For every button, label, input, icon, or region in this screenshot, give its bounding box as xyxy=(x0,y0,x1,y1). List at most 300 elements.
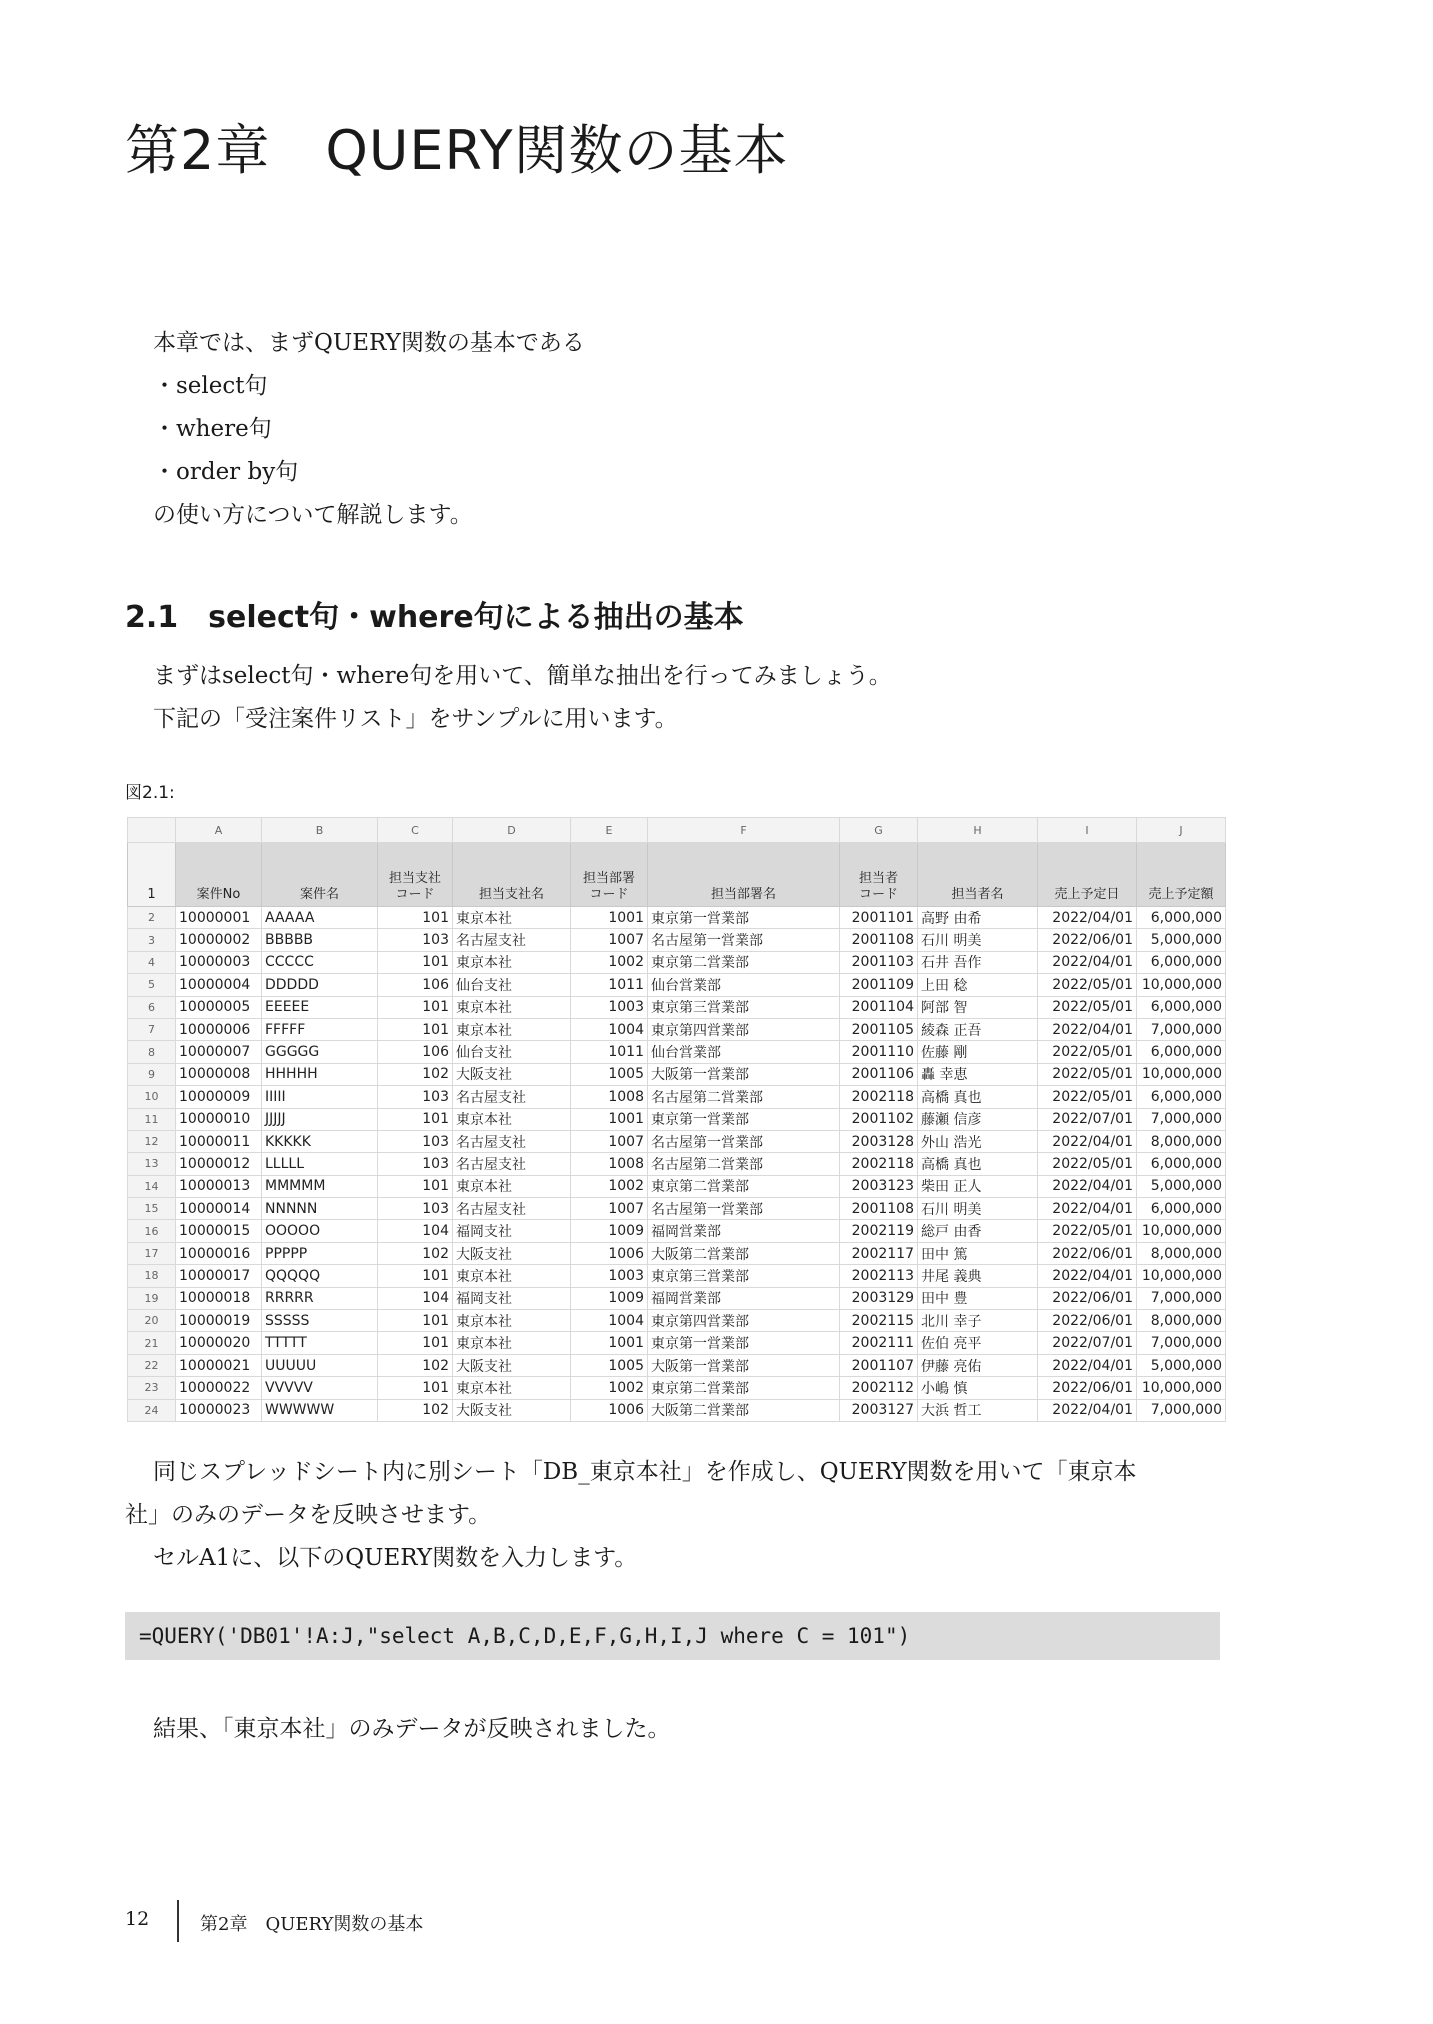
header-cell xyxy=(378,843,453,907)
table-cell: 福岡営業部 xyxy=(648,1220,840,1242)
table-cell: 大阪支社 xyxy=(453,1242,571,1264)
table-cell: PPPPP xyxy=(262,1242,378,1264)
table-cell: 1006 xyxy=(571,1399,648,1421)
table-cell: 2022/04/01 xyxy=(1038,1265,1137,1287)
header-cell xyxy=(840,843,918,907)
table-cell: 外山 浩光 xyxy=(918,1130,1038,1152)
table-cell: 2022/07/01 xyxy=(1038,1108,1137,1130)
intro-bullet-select: ・select句 xyxy=(153,373,268,399)
table-cell: 7,000,000 xyxy=(1137,1399,1226,1421)
table-cell: 名古屋第一営業部 xyxy=(648,1130,840,1152)
table-row xyxy=(128,1018,1226,1040)
header-text: 売上予定日 xyxy=(1054,887,1120,902)
section-title: 2.1 select句・where句による抽出の基本 xyxy=(125,600,744,635)
column-letter: B xyxy=(262,818,378,843)
table-cell: 福岡支社 xyxy=(453,1287,571,1309)
row-number: 11 xyxy=(128,1108,176,1130)
column-letter: F xyxy=(648,818,840,843)
column-letter: H xyxy=(918,818,1038,843)
table-cell: 阿部 智 xyxy=(918,996,1038,1018)
table-cell: 2002119 xyxy=(840,1220,918,1242)
table-cell: 10000021 xyxy=(176,1354,262,1376)
table-cell: 上田 稔 xyxy=(918,974,1038,996)
table-cell: 1006 xyxy=(571,1242,648,1264)
table-cell: 仙台営業部 xyxy=(648,974,840,996)
table-cell: EEEEE xyxy=(262,996,378,1018)
table-cell: 10000002 xyxy=(176,929,262,951)
table-cell: 田中 豊 xyxy=(918,1287,1038,1309)
after-paragraph xyxy=(125,1451,1137,1580)
table-cell: 2022/04/01 xyxy=(1038,1130,1137,1152)
table-cell: 東京第二営業部 xyxy=(648,1175,840,1197)
table-cell: 2002117 xyxy=(840,1242,918,1264)
table-cell: 1008 xyxy=(571,1153,648,1175)
table-cell: 綾森 正吾 xyxy=(918,1018,1038,1040)
table-cell: 2022/06/01 xyxy=(1038,929,1137,951)
row-number: 17 xyxy=(128,1242,176,1264)
header-text: 担当者 xyxy=(858,871,898,886)
table-cell: 101 xyxy=(378,1332,453,1354)
table-cell: WWWWW xyxy=(262,1399,378,1421)
row-number: 10 xyxy=(128,1086,176,1108)
header-cell xyxy=(1038,843,1137,907)
table-cell: 6,000,000 xyxy=(1137,1086,1226,1108)
table-cell: 1004 xyxy=(571,1310,648,1332)
table-cell: 8,000,000 xyxy=(1137,1130,1226,1152)
spreadsheet-figure xyxy=(127,817,1225,1420)
table-cell: 104 xyxy=(378,1287,453,1309)
table-cell: 名古屋支社 xyxy=(453,929,571,951)
table-cell: 2022/04/01 xyxy=(1038,1018,1137,1040)
column-letter: C xyxy=(378,818,453,843)
table-cell: QQQQQ xyxy=(262,1265,378,1287)
after-line: セルA1に、以下のQUERY関数を入力します。 xyxy=(153,1545,638,1571)
table-cell: 2002118 xyxy=(840,1153,918,1175)
header-text: 売上予定額 xyxy=(1148,887,1214,902)
figure-caption: 図2.1: xyxy=(125,783,175,803)
table-cell: 101 xyxy=(378,1310,453,1332)
column-letter: D xyxy=(453,818,571,843)
table-cell: 2022/04/01 xyxy=(1038,951,1137,973)
table-cell: 名古屋支社 xyxy=(453,1198,571,1220)
table-cell: 10000012 xyxy=(176,1153,262,1175)
table-cell: 10000020 xyxy=(176,1332,262,1354)
table-cell: CCCCC xyxy=(262,951,378,973)
intro-bullet-orderby: ・order by句 xyxy=(153,459,299,485)
row-number: 20 xyxy=(128,1310,176,1332)
header-row xyxy=(128,843,1226,907)
row-number: 13 xyxy=(128,1153,176,1175)
table-cell: 101 xyxy=(378,1018,453,1040)
table-cell: 東京本社 xyxy=(453,1265,571,1287)
table-cell: 2003123 xyxy=(840,1175,918,1197)
row-number: 19 xyxy=(128,1287,176,1309)
table-cell: 名古屋支社 xyxy=(453,1153,571,1175)
table-row xyxy=(128,1310,1226,1332)
table-cell: 10,000,000 xyxy=(1137,1063,1226,1085)
row-number: 23 xyxy=(128,1377,176,1399)
row-number: 14 xyxy=(128,1175,176,1197)
table-cell: 東京第四営業部 xyxy=(648,1310,840,1332)
table-cell: 1007 xyxy=(571,929,648,951)
table-cell: 6,000,000 xyxy=(1137,996,1226,1018)
table-cell: 名古屋支社 xyxy=(453,1086,571,1108)
header-text: 担当支社 xyxy=(388,871,441,886)
table-cell: 2003128 xyxy=(840,1130,918,1152)
row-number: 9 xyxy=(128,1063,176,1085)
header-text: 担当支社名 xyxy=(478,887,544,902)
header-text: コード xyxy=(395,887,435,902)
table-cell: 1011 xyxy=(571,1041,648,1063)
table-cell: 名古屋支社 xyxy=(453,1130,571,1152)
table-cell: 101 xyxy=(378,1175,453,1197)
intro-bullet-where: ・where句 xyxy=(153,416,272,442)
section-line: 下記の「受注案件リスト」をサンプルに用います。 xyxy=(153,706,678,732)
table-cell: 1008 xyxy=(571,1086,648,1108)
table-cell: 2022/06/01 xyxy=(1038,1310,1137,1332)
table-cell: 2002118 xyxy=(840,1086,918,1108)
row-number: 3 xyxy=(128,929,176,951)
table-cell: 10000018 xyxy=(176,1287,262,1309)
table-row xyxy=(128,1108,1226,1130)
table-cell: 101 xyxy=(378,1108,453,1130)
table-cell: 1002 xyxy=(571,951,648,973)
table-cell: 名古屋第一営業部 xyxy=(648,929,840,951)
table-cell: 藤瀬 信彦 xyxy=(918,1108,1038,1130)
table-cell: 大阪第二営業部 xyxy=(648,1399,840,1421)
table-row xyxy=(128,907,1226,929)
table-cell: 福岡支社 xyxy=(453,1220,571,1242)
table-cell: 103 xyxy=(378,1198,453,1220)
table-cell: 8,000,000 xyxy=(1137,1310,1226,1332)
intro-line: の使い方について解説します。 xyxy=(153,502,473,528)
table-cell: 1003 xyxy=(571,996,648,1018)
table-cell: 名古屋第一営業部 xyxy=(648,1198,840,1220)
table-cell: 1007 xyxy=(571,1198,648,1220)
table-cell: 2001107 xyxy=(840,1354,918,1376)
table-cell: 1001 xyxy=(571,1332,648,1354)
table-row xyxy=(128,1153,1226,1175)
after-line: 同じスプレッドシート内に別シート「DB_東京本社」を作成し、QUERY関数を用いて「東京本 xyxy=(153,1459,1137,1485)
table-cell: HHHHH xyxy=(262,1063,378,1085)
table-cell: 102 xyxy=(378,1242,453,1264)
table-cell: FFFFF xyxy=(262,1018,378,1040)
table-cell: 福岡営業部 xyxy=(648,1287,840,1309)
table-row xyxy=(128,1399,1226,1421)
table-row xyxy=(128,974,1226,996)
table-cell: 104 xyxy=(378,1220,453,1242)
table-row xyxy=(128,1265,1226,1287)
table-cell: 小嶋 慎 xyxy=(918,1377,1038,1399)
table-cell: 大阪支社 xyxy=(453,1063,571,1085)
table-cell: 東京本社 xyxy=(453,1377,571,1399)
table-cell: 東京第三営業部 xyxy=(648,1265,840,1287)
column-letter: G xyxy=(840,818,918,843)
table-cell: 2022/05/01 xyxy=(1038,1086,1137,1108)
table-cell: 2001104 xyxy=(840,996,918,1018)
table-cell: 2022/04/01 xyxy=(1038,1198,1137,1220)
footer-divider xyxy=(177,1900,179,1942)
table-cell: 東京第一営業部 xyxy=(648,907,840,929)
chapter-title: 第2章 QUERY関数の基本 xyxy=(125,119,789,182)
table-cell: 2001101 xyxy=(840,907,918,929)
table-cell: 10000011 xyxy=(176,1130,262,1152)
column-letter: A xyxy=(176,818,262,843)
table-cell: 102 xyxy=(378,1354,453,1376)
table-row xyxy=(128,1287,1226,1309)
table-cell: 2001103 xyxy=(840,951,918,973)
table-cell: UUUUU xyxy=(262,1354,378,1376)
table-cell: SSSSS xyxy=(262,1310,378,1332)
table-cell: 10000016 xyxy=(176,1242,262,1264)
row-number: 18 xyxy=(128,1265,176,1287)
table-cell: 1005 xyxy=(571,1063,648,1085)
table-cell: 東京本社 xyxy=(453,951,571,973)
table-cell: 大阪支社 xyxy=(453,1354,571,1376)
table-cell: 103 xyxy=(378,1130,453,1152)
table-cell: 7,000,000 xyxy=(1137,1018,1226,1040)
spreadsheet-body xyxy=(128,818,1226,1422)
table-cell: 仙台営業部 xyxy=(648,1041,840,1063)
spreadsheet-table xyxy=(127,817,1226,1422)
table-cell: 佐伯 亮平 xyxy=(918,1332,1038,1354)
table-cell: 大阪第一営業部 xyxy=(648,1063,840,1085)
table-cell: 2022/04/01 xyxy=(1038,907,1137,929)
header-text: 案件名 xyxy=(299,887,339,902)
table-row xyxy=(128,1377,1226,1399)
table-cell: 10,000,000 xyxy=(1137,1220,1226,1242)
result-line: 結果、「東京本社」のみデータが反映されました。 xyxy=(153,1716,671,1742)
table-cell: 2022/06/01 xyxy=(1038,1377,1137,1399)
table-cell: LLLLL xyxy=(262,1153,378,1175)
table-cell: 2002112 xyxy=(840,1377,918,1399)
table-cell: 2001105 xyxy=(840,1018,918,1040)
row-number: 21 xyxy=(128,1332,176,1354)
table-cell: 仙台支社 xyxy=(453,1041,571,1063)
header-cell xyxy=(1137,843,1226,907)
table-cell: 東京第一営業部 xyxy=(648,1332,840,1354)
table-cell: 1003 xyxy=(571,1265,648,1287)
table-cell: 10000022 xyxy=(176,1377,262,1399)
row-number: 22 xyxy=(128,1354,176,1376)
table-cell: 101 xyxy=(378,907,453,929)
header-text: 担当者名 xyxy=(951,887,1004,902)
table-cell: 東京本社 xyxy=(453,996,571,1018)
table-cell: 7,000,000 xyxy=(1137,1332,1226,1354)
header-cell xyxy=(262,843,378,907)
table-cell: 106 xyxy=(378,974,453,996)
table-cell: 1007 xyxy=(571,1130,648,1152)
table-cell: 1004 xyxy=(571,1018,648,1040)
table-cell: 柴田 正人 xyxy=(918,1175,1038,1197)
table-cell: 10000008 xyxy=(176,1063,262,1085)
table-cell: 名古屋第二営業部 xyxy=(648,1086,840,1108)
table-cell: 東京本社 xyxy=(453,1310,571,1332)
row-number: 4 xyxy=(128,951,176,973)
header-text: 担当部署 xyxy=(582,871,635,886)
table-cell: 1002 xyxy=(571,1175,648,1197)
table-cell: 103 xyxy=(378,1086,453,1108)
table-cell: 8,000,000 xyxy=(1137,1242,1226,1264)
table-cell: 5,000,000 xyxy=(1137,929,1226,951)
table-cell: 1001 xyxy=(571,907,648,929)
table-cell: TTTTT xyxy=(262,1332,378,1354)
header-text: 担当部署名 xyxy=(710,887,776,902)
table-cell: 東京第二営業部 xyxy=(648,1377,840,1399)
table-cell: 1009 xyxy=(571,1220,648,1242)
table-row xyxy=(128,1130,1226,1152)
table-cell: 東京本社 xyxy=(453,1332,571,1354)
table-cell: 7,000,000 xyxy=(1137,1108,1226,1130)
table-cell: 101 xyxy=(378,951,453,973)
table-cell: 高橋 真也 xyxy=(918,1086,1038,1108)
column-letter: E xyxy=(571,818,648,843)
table-cell: 10000005 xyxy=(176,996,262,1018)
table-cell: 101 xyxy=(378,1377,453,1399)
table-cell: 2001108 xyxy=(840,1198,918,1220)
table-cell: 2022/06/01 xyxy=(1038,1287,1137,1309)
table-row xyxy=(128,1220,1226,1242)
table-row xyxy=(128,1041,1226,1063)
table-cell: DDDDD xyxy=(262,974,378,996)
table-row xyxy=(128,1332,1226,1354)
table-row xyxy=(128,1198,1226,1220)
table-cell: KKKKK xyxy=(262,1130,378,1152)
table-cell: 10000001 xyxy=(176,907,262,929)
table-cell: 高野 由希 xyxy=(918,907,1038,929)
table-cell: 2001109 xyxy=(840,974,918,996)
table-cell: OOOOO xyxy=(262,1220,378,1242)
table-cell: 大阪支社 xyxy=(453,1399,571,1421)
table-cell: 10000013 xyxy=(176,1175,262,1197)
section-line: まずはselect句・where句を用いて、簡単な抽出を行ってみましょう。 xyxy=(153,663,892,689)
column-letter: I xyxy=(1038,818,1137,843)
table-cell: 6,000,000 xyxy=(1137,951,1226,973)
table-cell: 1002 xyxy=(571,1377,648,1399)
table-cell: 10000009 xyxy=(176,1086,262,1108)
table-cell: 6,000,000 xyxy=(1137,1153,1226,1175)
table-cell: 2022/05/01 xyxy=(1038,974,1137,996)
table-cell: 10,000,000 xyxy=(1137,1377,1226,1399)
table-cell: IIIII xyxy=(262,1086,378,1108)
table-cell: 大浜 哲工 xyxy=(918,1399,1038,1421)
table-cell: 2022/06/01 xyxy=(1038,1242,1137,1264)
table-cell: 佐藤 剛 xyxy=(918,1041,1038,1063)
table-cell: 2001110 xyxy=(840,1041,918,1063)
table-cell: 2022/04/01 xyxy=(1038,1175,1137,1197)
column-letter-row xyxy=(128,818,1226,843)
table-cell: 2002113 xyxy=(840,1265,918,1287)
after-line: 社」のみのデータを反映させます。 xyxy=(125,1502,492,1528)
table-row xyxy=(128,996,1226,1018)
row-number: 16 xyxy=(128,1220,176,1242)
table-cell: 轟 幸恵 xyxy=(918,1063,1038,1085)
table-cell: 2003129 xyxy=(840,1287,918,1309)
table-cell: VVVVV xyxy=(262,1377,378,1399)
table-cell: 大阪第二営業部 xyxy=(648,1242,840,1264)
table-cell: 2022/05/01 xyxy=(1038,1153,1137,1175)
table-cell: 仙台支社 xyxy=(453,974,571,996)
table-cell: RRRRR xyxy=(262,1287,378,1309)
table-row xyxy=(128,929,1226,951)
table-cell: 10000006 xyxy=(176,1018,262,1040)
row-number: 8 xyxy=(128,1041,176,1063)
table-cell: 10000019 xyxy=(176,1310,262,1332)
page-number: 12 xyxy=(125,1908,150,1930)
table-cell: 2022/04/01 xyxy=(1038,1399,1137,1421)
corner-cell xyxy=(128,818,176,843)
table-cell: 102 xyxy=(378,1399,453,1421)
table-row xyxy=(128,1175,1226,1197)
table-cell: 名古屋第二営業部 xyxy=(648,1153,840,1175)
table-cell: 2022/05/01 xyxy=(1038,1220,1137,1242)
table-cell: BBBBB xyxy=(262,929,378,951)
table-cell: 10000014 xyxy=(176,1198,262,1220)
table-cell: 石川 明美 xyxy=(918,929,1038,951)
code-block: =QUERY('DB01'!A:J,"select A,B,C,D,E,F,G,H,I,J where C = 101") xyxy=(125,1612,1220,1660)
table-cell: 10000007 xyxy=(176,1041,262,1063)
header-cell xyxy=(176,843,262,907)
table-cell: 2022/05/01 xyxy=(1038,996,1137,1018)
table-row xyxy=(128,1354,1226,1376)
header-cell xyxy=(453,843,571,907)
running-head: 第2章 QUERY関数の基本 xyxy=(200,1914,424,1935)
table-cell: 6,000,000 xyxy=(1137,1198,1226,1220)
table-cell: NNNNN xyxy=(262,1198,378,1220)
header-text: コード xyxy=(858,887,898,902)
table-cell: 10000010 xyxy=(176,1108,262,1130)
table-cell: 田中 篤 xyxy=(918,1242,1038,1264)
table-cell: AAAAA xyxy=(262,907,378,929)
table-cell: 6,000,000 xyxy=(1137,907,1226,929)
table-cell: 東京第三営業部 xyxy=(648,996,840,1018)
table-cell: 東京本社 xyxy=(453,907,571,929)
table-cell: 石川 明美 xyxy=(918,1198,1038,1220)
table-cell: 東京第一営業部 xyxy=(648,1108,840,1130)
table-cell: 2022/07/01 xyxy=(1038,1332,1137,1354)
table-cell: 井尾 義典 xyxy=(918,1265,1038,1287)
table-cell: 10,000,000 xyxy=(1137,1265,1226,1287)
column-letter: J xyxy=(1137,818,1226,843)
table-cell: 101 xyxy=(378,996,453,1018)
row-number: 5 xyxy=(128,974,176,996)
table-cell: 6,000,000 xyxy=(1137,1041,1226,1063)
table-cell: 101 xyxy=(378,1265,453,1287)
table-cell: GGGGG xyxy=(262,1041,378,1063)
header-text: 案件No xyxy=(196,887,241,902)
row-number: 15 xyxy=(128,1198,176,1220)
table-cell: 北川 幸子 xyxy=(918,1310,1038,1332)
table-cell: 2022/05/01 xyxy=(1038,1041,1137,1063)
table-cell: 103 xyxy=(378,929,453,951)
table-cell: 2003127 xyxy=(840,1399,918,1421)
table-row xyxy=(128,1242,1226,1264)
row-number: 7 xyxy=(128,1018,176,1040)
header-cell xyxy=(918,843,1038,907)
row-number: 12 xyxy=(128,1130,176,1152)
intro-paragraph xyxy=(153,322,585,537)
table-cell: 1001 xyxy=(571,1108,648,1130)
table-row xyxy=(128,1063,1226,1085)
table-cell: 東京本社 xyxy=(453,1018,571,1040)
table-cell: 10000023 xyxy=(176,1399,262,1421)
table-cell: 10000017 xyxy=(176,1265,262,1287)
table-cell: 2001106 xyxy=(840,1063,918,1085)
table-cell: 2002115 xyxy=(840,1310,918,1332)
header-text: コード xyxy=(589,887,629,902)
table-cell: 伊藤 亮佑 xyxy=(918,1354,1038,1376)
table-cell: 10000003 xyxy=(176,951,262,973)
